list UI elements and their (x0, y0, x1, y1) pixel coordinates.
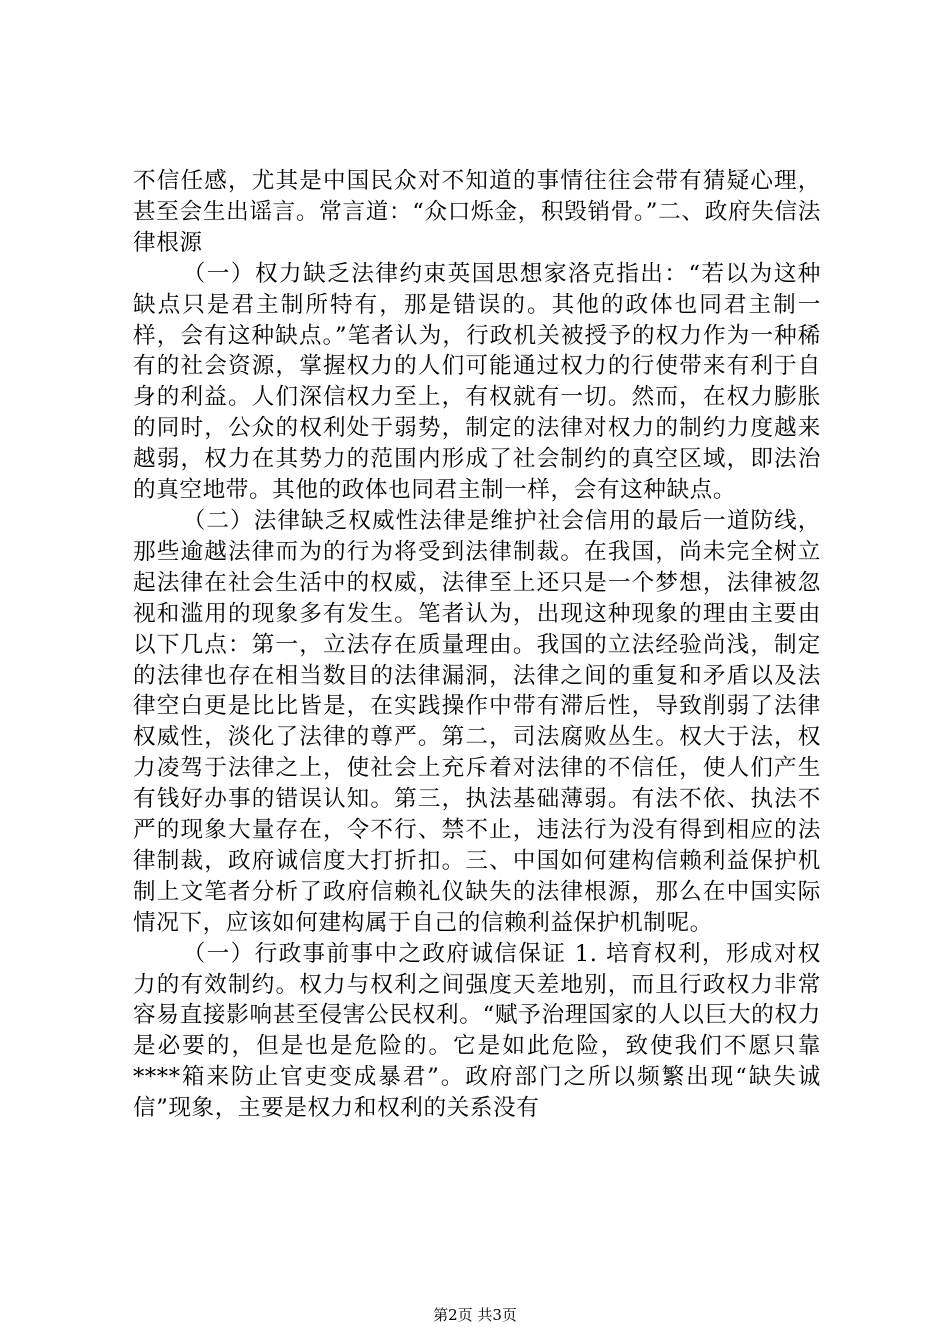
body-text (133, 166, 821, 1124)
paragraph: （一）行政事前事中之政府诚信保证 1. 培育权利，形成对权力的有效制约。权力与权利之间强度天差地别，而且行政权力非常容易直接影响甚至侵害公民权利。“赋予治理国家的人以巨大的权力是必要的，但是也是危险的。它是如此危险，致使我们不愿只靠****箱来防止官吏变成暴君”。政府部门之所以频繁出现“缺失诚信”现象，主要是权力和权利的关系没有 (133, 940, 821, 1122)
paragraph: 不信任感，尤其是中国民众对不知道的事情往往会带有猜疑心理，甚至会生出谣言。常言道：“众口烁金，积毁销骨。”二、政府失信法律根源 (133, 168, 821, 256)
page-footer: 第2页 共3页 (433, 1306, 517, 1324)
paragraph: （一）权力缺乏法律约束英国思想家洛克指出：“若以为这种缺点只是君主制所特有，那是错误的。其他的政体也同君主制一样，会有这种缺点。”笔者认为，行政机关被授予的权力作为一种稀有的社会资源，掌握权力的人们可能通过权力的行使带来有利于自身的利益。人们深信权力至上，有权就有一切。然而，在权力膨胀的同时，公众的权利处于弱势，制定的法律对权力的制约力度越来越弱，权力在其势力的范围内形成了社会制约的真空区域，即法治的真空地带。其他的政体也同君主制一样，会有这种缺点。 (133, 260, 821, 504)
paragraph: （二）法律缺乏权威性法律是维护社会信用的最后一道防线，那些逾越法律而为的行为将受到法律制裁。在我国，尚未完全树立起法律在社会生活中的权威，法律至上还只是一个梦想，法律被忽视和滥用的现象多有发生。笔者认为，出现这种现象的理由主要由以下几点：第一，立法存在质量理由。我国的立法经验尚浅，制定的法律也存在相当数目的法律漏洞，法律之间的重复和矛盾以及法律空白更是比比皆是，在实践操作中带有滞后性，导致削弱了法律权威性，淡化了法律的尊严。第二，司法腐败丛生。权大于法，权力凌驾于法律之上，使社会上充斥着对法律的不信任，使人们产生有钱好办事的错误认知。第三，执法基础薄弱。有法不依、执法不严的现象大量存在，令不行、禁不止，违法行为没有得到相应的法律制裁，政府诚信度大打折扣。三、中国如何建构信赖利益保护机制上文笔者分析了政府信赖礼仪缺失的法律根源，那么在中国实际情况下，应该如何建构属于自己的信赖利益保护机制呢。 (133, 507, 821, 936)
